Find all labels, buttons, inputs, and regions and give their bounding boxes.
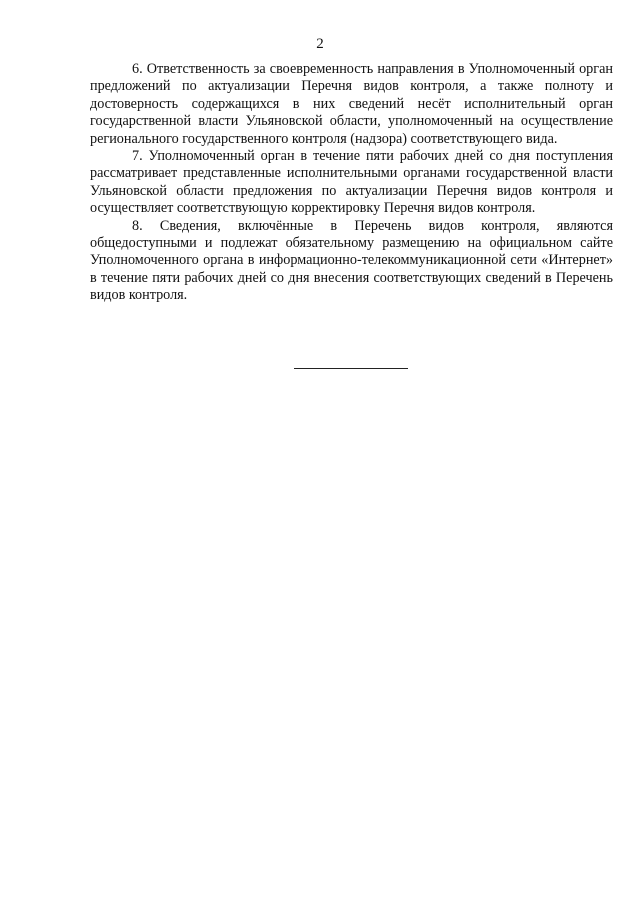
end-separator-line (294, 368, 408, 369)
page-number: 2 (316, 36, 324, 52)
paragraph-6: 6. Ответственность за своевременность направления в Уполномоченный орган предложений по актуализации Перечня видов контроля, а также полноту и достоверность содержащихся в них сведений несёт исполнительный орган государственной власти Ульяновской области, уполномоченный на осуществление регионального государственного контроля (надзора) соответствующего вида. (90, 61, 613, 147)
paragraph-8: 8. Сведения, включённые в Перечень видов контроля, являются общедоступными и подлежат обязательному размещению на официальном сайте Уполномоченного органа в информационно-телекоммуникационной сети «Интернет» в течение пяти рабочих дней со дня внесения соответствующих сведений в Перечень видов контроля. (90, 217, 613, 304)
paragraph-7: 7. Уполномоченный орган в течение пяти рабочих дней со дня поступления рассматривает представленные исполнительными органами государственной власти Ульяновской области предложения по актуализации Перечня видов контроля и осуществляет соответствующую корректировку Перечня видов контроля. (90, 148, 613, 217)
document-body (90, 61, 613, 305)
